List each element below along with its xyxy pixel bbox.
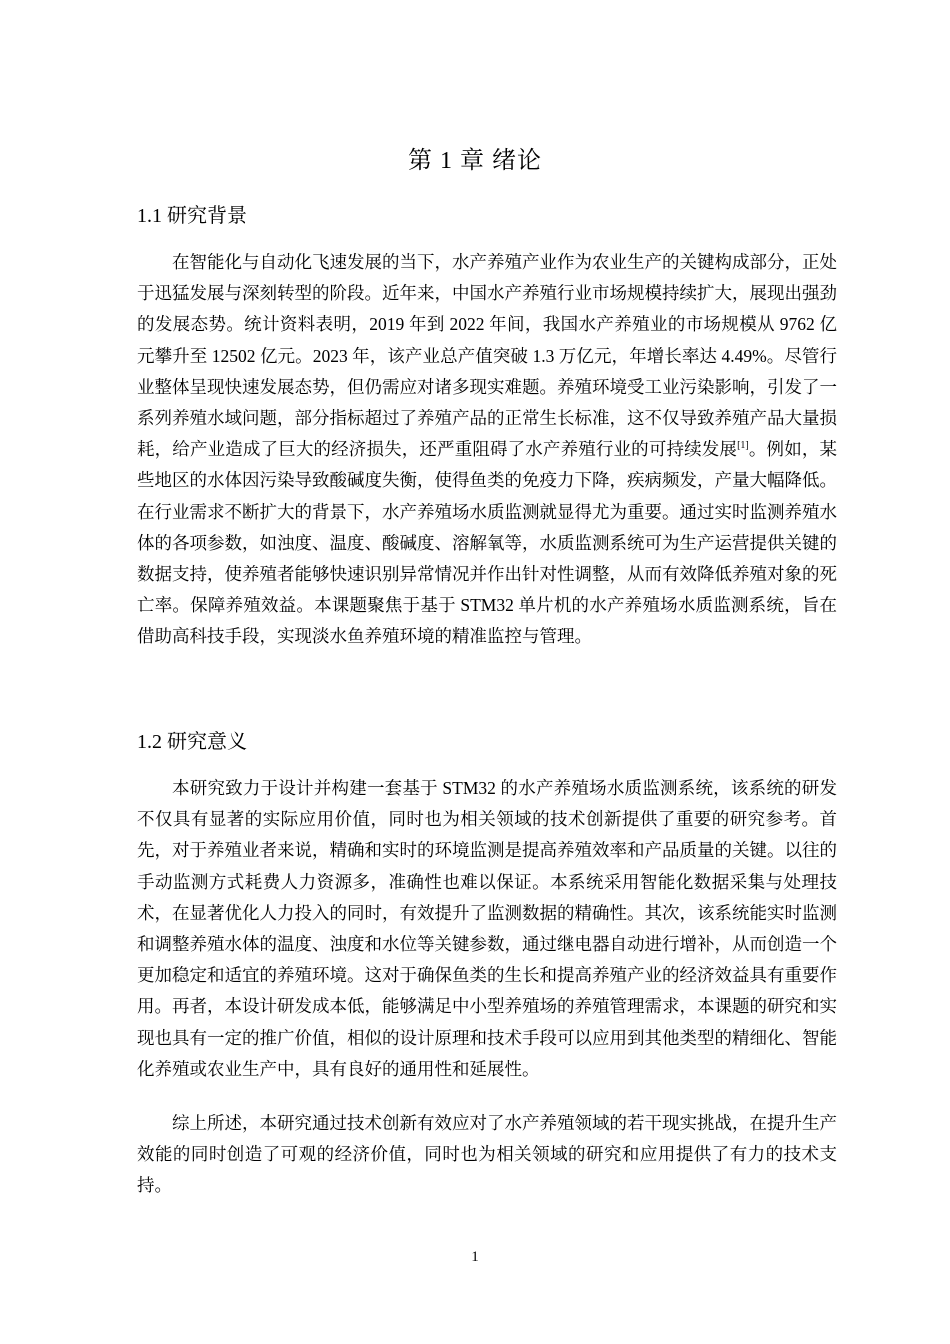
citation-reference[interactable]: [1] — [737, 440, 749, 452]
paragraph-text: 在智能化与自动化飞速发展的当下，水产养殖产业作为农业生产的关键构成部分，正处于迅猛发展与深刻转型的阶段。近年来，中国水产养殖行业市场规模持续扩大，展现出强劲的发展态势。统计资料表明，2019 年到 2022 年间，我国水产养殖业的市场规模从 9762 亿元攀升至 12502 亿元。2023 年，该产业总产值突破 1.3 万亿元，年增长率达 4.49%。尽管行业整体呈现快速发展态势，但仍需应对诸多现实难题。养殖环境受工业污染影响，引发了一系列养殖水域问题，部分指标超过了养殖产品的正常生长标准，这不仅导致养殖产品大量损耗，给产业造成了巨大的经济损失，还严重阻碍了水产养殖行业的可持续发展 — [137, 252, 837, 460]
chapter-title: 第 1 章 绪论 — [408, 148, 542, 174]
section-heading-significance: 1.2 研究意义 — [137, 731, 247, 753]
section-heading-background: 1.1 研究背景 — [137, 205, 247, 227]
page-number: 1 — [471, 1249, 479, 1265]
paragraph-significance: 本研究致力于设计并构建一套基于 STM32 的水产养殖场水质监测系统，该系统的研发不仅具有显著的实际应用价值，同时也为相关领域的技术创新提供了重要的研究参考。首先，对于养殖业者来说，精确和实时的环境监测是提高养殖效率和产品质量的关键。以往的手动监测方式耗费人力资源多，准确性也难以保证。本系统采用智能化数据采集与处理技术，在显著优化人力投入的同时，有效提升了监测数据的精确性。其次，该系统能实时监测和调整养殖水体的温度、浊度和水位等关键参数，通过继电器自动进行增补，从而创造一个更加稳定和适宜的养殖环境。这对于确保鱼类的生长和提高养殖产业的经济效益具有重要作用。再者，本设计研发成本低，能够满足中小型养殖场的养殖管理需求，本课题的研究和实现也具有一定的推广价值，相似的设计原理和技术手段可以应用到其他类型的精细化、智能化养殖或农业生产中，具有良好的通用性和延展性。 — [137, 778, 837, 1079]
paragraph-text: 。例如，某些地区的水体因污染导致酸碱度失衡，使得鱼类的免疫力下降，疾病频发，产量大幅降低。在行业需求不断扩大的背景下，水产养殖场水质监测就显得尤为重要。通过实时监测养殖水体的各项参数，如浊度、温度、酸碱度、溶解氧等，水质监测系统可为生产运营提供关键的数据支持，使养殖者能够快速识别异常情况并作出针对性调整，从而有效降低养殖对象的死亡率。保障养殖效益。本课题聚焦于基于 STM32 单片机的水产养殖场水质监测系统，旨在借助高科技手段，实现淡水鱼养殖环境的精准监控与管理。 — [137, 439, 837, 647]
paragraph-background — [137, 247, 837, 653]
paragraph-conclusion: 综上所述，本研究通过技术创新有效应对了水产养殖领域的若干现实挑战，在提升生产效能的同时创造了可观的经济价值，同时也为相关领域的研究和应用提供了有力的技术支持。 — [137, 1113, 837, 1196]
